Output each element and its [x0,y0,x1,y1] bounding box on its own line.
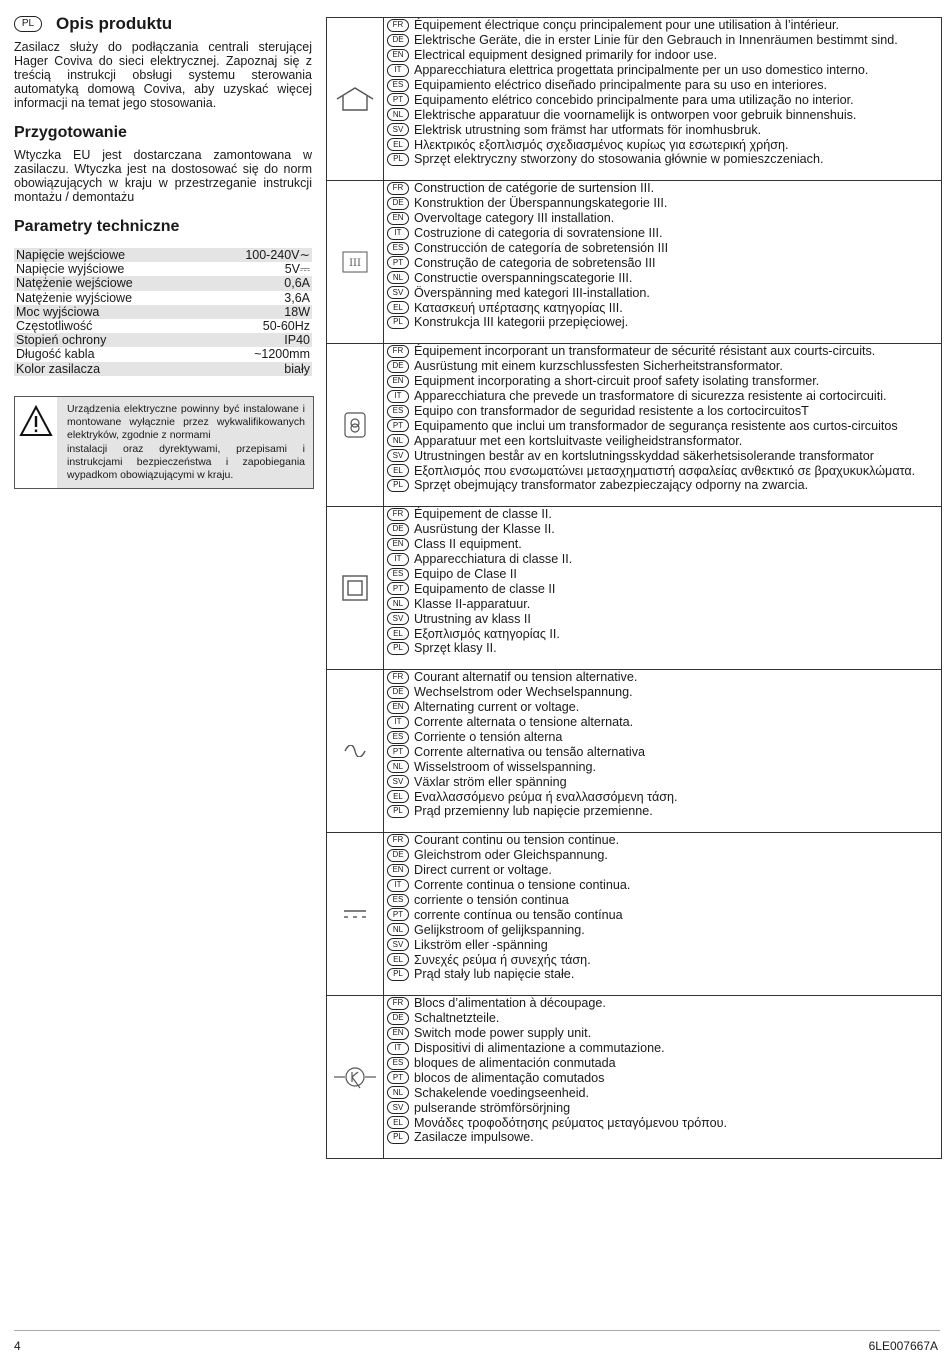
language-code-badge: EN [387,1027,409,1040]
translation-line [387,478,941,493]
language-code-badge: SV [387,1101,409,1114]
translation-text: Växlar ström eller spänning [414,774,567,789]
language-code-badge: IT [387,1042,409,1055]
language-code-badge: PT [387,582,409,595]
language-code-badge: FR [387,345,409,358]
translation-line [387,1070,941,1085]
translation-text: Construction de catégorie de surtension III. [414,181,655,196]
translation-line [387,241,941,256]
language-code-badge: NL [387,1086,409,1099]
translation-text: Utrustning av klass II [414,611,531,626]
translation-text: Överspänning med kategori III-installation. [414,285,650,300]
translation-line [387,1011,941,1026]
translation-line [387,567,941,582]
warning-icon [15,397,57,489]
translation-line [387,78,941,93]
symbol-row [327,833,941,996]
parameter-value: 5V⎓ [284,262,310,277]
translation-text: Prąd przemienny lub napięcie przemienne. [414,804,653,819]
translation-text: bloques de alimentación conmutada [414,1056,616,1070]
translation-text: Dispositivi di alimentazione a commutazione. [414,1041,665,1056]
language-code-badge: EL [387,953,409,966]
translation-text: Ausrüstung der Klasse II. [414,522,555,537]
translation-text: Equipment incorporating a short-circuit proof safety isolating transformer. [414,374,820,389]
translation-text: Elektrische Geräte, die in erster Linie für den Gebrauch in Innenräumen bestimmt sind. [414,33,898,48]
alternating-current-icon [327,670,384,832]
language-code-badge: PL [387,805,409,818]
parameter-row [14,362,312,376]
language-code-badge: EN [387,212,409,225]
symbol-row [327,18,941,181]
translation-line [387,404,941,419]
language-code-badge: ES [387,79,409,92]
parameters-table [14,248,312,376]
translation-line [387,907,941,922]
translation-text: Equipamento elétrico concebido principalmente para uma utilização no interior. [414,92,854,107]
translation-line [387,137,941,152]
translation-text: corrente contínua ou tensão contínua [414,907,623,922]
parameter-label: Natężenie wejściowe [14,276,204,290]
translation-line [387,418,941,433]
language-code-badge: EL [387,1116,409,1129]
language-code-badge: EN [387,864,409,877]
translation-line [387,641,941,656]
translation-text: Ausrüstung mit einem kurzschlussfesten Sicherheitstransformator. [414,359,783,374]
parameter-row [14,262,312,276]
translation-line [387,804,941,819]
translation-line [387,448,941,463]
translation-list [384,18,941,180]
parameter-value: 0,6A [204,276,312,290]
language-code-badge: ES [387,568,409,581]
translation-list [384,670,941,832]
translation-line [387,863,941,878]
translation-line [387,730,941,745]
left-column [14,14,312,489]
translation-line [387,759,941,774]
language-code-badge: EL [387,464,409,477]
language-code-badge: PL [387,968,409,981]
page-title: Opis produktu [56,14,173,33]
translation-text: pulserande strömförsörjning [414,1100,571,1115]
symbol-row [327,670,941,833]
translation-line [387,789,941,804]
parameter-row [14,291,312,305]
parameter-value: IP40 [204,333,312,347]
language-code-badge: SV [387,449,409,462]
parameter-value: 3,6A [284,290,310,305]
translation-text: Gleichstrom oder Gleichspannung. [414,848,608,863]
symbol-row [327,181,941,344]
language-code-badge: PT [387,256,409,269]
language-code-badge: NL [387,271,409,284]
page-number: 4 [14,1339,21,1353]
translation-text: Εξοπλισμός που ενσωματώνει μετασχηματιστή ασφαλείας ανθεκτικό σε βραχυκυκλώματα. [414,463,916,478]
translation-line [387,226,941,241]
language-badge: PL [14,16,42,32]
translation-line [387,374,941,389]
warning-text [57,397,313,489]
parameter-value: 18W [204,305,312,319]
translation-line [387,1100,941,1115]
translation-line [387,833,941,848]
translation-text: Klasse II-apparatuur. [414,596,531,611]
translation-line [387,181,941,196]
translation-text: Equipo con transformador de seguridad resistente a los cortocircuitosT [414,404,809,418]
language-code-badge: DE [387,849,409,862]
preparation-heading: Przygotowanie [14,124,127,141]
parameter-row [14,319,312,333]
language-code-badge: EN [387,49,409,62]
translation-text: Likström eller -spänning [414,937,548,952]
parameter-label: Napięcie wejściowe [14,248,204,262]
translation-text: Apparatuur met een kortsluitvaste veiligheidstransformator. [414,433,743,448]
translation-line [387,596,941,611]
translation-line [387,522,941,537]
preparation-paragraph: Wtyczka EU jest dostarczana zamontowana w zasilaczu. Wtyczka jest na dostosować się do norm obowiązujących w kraju w przestrzeganie instrukcji montażu / demontażu [14,148,312,204]
translation-text: Μονάδες τροφοδότησης ρεύματος μεταγόμενου τρόπου. [414,1115,727,1130]
language-code-badge: PT [387,1071,409,1084]
translation-text: Corrente alternativa ou tensão alternativa [414,744,646,759]
translation-line [387,18,941,33]
parameter-row [14,347,312,361]
translation-text: Direct current or voltage. [414,863,552,878]
translation-line [387,433,941,448]
translation-list [384,833,941,995]
translation-text: Blocs d’alimentation à découpage. [414,996,606,1011]
translation-line [387,463,941,478]
translation-line [387,744,941,759]
translation-text: Konstrukcja III kategorii przepięciowej. [414,315,629,330]
translation-line [387,611,941,626]
language-code-badge: EN [387,375,409,388]
language-code-badge: PT [387,419,409,432]
translation-line [387,996,941,1011]
class-ii-double-square-icon [327,507,384,669]
language-code-badge: IT [387,64,409,77]
language-code-badge: EL [387,790,409,803]
translation-text: Courant alternatif ou tension alternative. [414,670,638,685]
title-row [14,14,312,34]
language-code-badge: ES [387,731,409,744]
language-code-badge: DE [387,686,409,699]
translation-line [387,1026,941,1041]
language-code-badge: EL [387,627,409,640]
translation-text: Konstruktion der Überspannungskategorie III. [414,196,668,211]
safety-transformer-icon [327,344,384,506]
translation-line [387,581,941,596]
language-code-badge: PL [387,642,409,655]
parameter-row [14,333,312,347]
translation-line [387,152,941,167]
translation-text: Schaltnetzteile. [414,1011,500,1026]
translation-text: Sprzęt klasy II. [414,641,497,656]
language-code-badge: ES [387,894,409,907]
translation-line [387,285,941,300]
symbol-row [327,996,941,1159]
translation-line [387,1041,941,1056]
translation-line [387,1130,941,1145]
language-code-badge: PL [387,1131,409,1144]
icon-label: III [349,258,361,269]
language-code-badge: NL [387,923,409,936]
translation-line [387,196,941,211]
parameter-label: Napięcie wyjściowe [16,262,125,277]
language-code-badge: PL [387,316,409,329]
warning-line: instalacji oraz dyrektywami, przepisami i instrukcjami bezpieczeństwa i zapobiegania wypadkom obowiązującymi w kraju. [67,442,305,482]
translation-text: Εναλλασσόμενο ρεύμα ή εναλλασσόμενη τάση. [414,789,678,804]
translation-text: Sprzęt obejmujący transformator zabezpieczający odporny na zwarcia. [414,478,809,493]
language-code-badge: PT [387,93,409,106]
translation-text: Équipement incorporant un transformateur de sécurité résistant aux courts-circuits. [414,344,876,359]
language-code-badge: ES [387,405,409,418]
translation-text: Corrente alternata o tensione alternata. [414,715,634,730]
parameter-label: Natężenie wyjściowe [16,290,133,305]
direct-current-icon [327,833,384,995]
translation-line [387,878,941,893]
translation-text: Apparecchiatura di classe II. [414,552,573,567]
language-code-badge: IT [387,553,409,566]
translation-text: blocos de alimentação comutados [414,1070,605,1085]
translation-text: Equipamento que inclui um transformador de segurança resistente aos curtos-circuitos [414,418,898,433]
translation-line [387,270,941,285]
translation-line [387,685,941,700]
language-code-badge: PL [387,153,409,166]
translation-list [384,507,941,669]
footer-divider [14,1330,940,1331]
language-code-badge: IT [387,227,409,240]
translation-line [387,774,941,789]
translation-line [387,670,941,685]
language-code-badge: EL [387,138,409,151]
translation-text: Gelijkstroom of gelijkspanning. [414,922,585,937]
translation-list [384,344,941,506]
parameter-label: Moc wyjściowa [14,305,204,319]
language-code-badge: IT [387,879,409,892]
translation-line [387,552,941,567]
language-code-badge: EN [387,538,409,551]
language-code-badge: NL [387,108,409,121]
language-code-badge: ES [387,1057,409,1070]
translation-text: Equipamento de classe II [414,581,556,596]
translation-line [387,700,941,715]
translation-line [387,626,941,641]
warning-box [14,396,314,490]
translation-text: Electrical equipment designed primarily for indoor use. [414,48,718,63]
parameter-label: Częstotliwość [16,319,93,334]
language-code-badge: DE [387,523,409,536]
language-code-badge: NL [387,760,409,773]
translation-text: corriente o tensión continua [414,893,569,907]
translation-text: Prąd stały lub napięcie stałe. [414,967,575,982]
translation-text: Zasilacze impulsowe. [414,1130,534,1145]
translation-line [387,848,941,863]
translation-text: Corrente continua o tensione continua. [414,878,631,893]
translation-line [387,33,941,48]
translation-line [387,300,941,315]
translation-text: Schakelende voedingseenheid. [414,1085,590,1100]
translation-line [387,255,941,270]
translation-line [387,937,941,952]
document-reference: 6LE007667A [868,1339,938,1353]
translation-text: Courant continu ou tension continue. [414,833,620,848]
translation-text: Elektrisk utrustning som främst har utformats för inomhusbruk. [414,122,762,137]
translation-line [387,344,941,359]
translation-line [387,922,941,937]
language-code-badge: IT [387,390,409,403]
parameter-row [14,276,312,290]
translation-text: Εξοπλισμός κατηγορίας II. [414,626,560,641]
parameter-value: 50-60Hz [262,319,310,334]
symbol-row [327,507,941,670]
translation-text: Sprzęt elektryczny stworzony do stosowania głównie w pomieszczeniach. [414,152,824,167]
language-code-badge: PL [387,479,409,492]
translation-text: Utrustningen består av en kortslutningsskyddad säkerhetsisolerande transformator [414,448,874,463]
translation-line [387,92,941,107]
translation-line [387,211,941,226]
parameter-value: 100-240V∼ [204,248,312,262]
translation-text: Class II equipment. [414,537,522,552]
translation-text: Corriente o tensión alterna [414,730,563,744]
translation-line [387,967,941,982]
language-code-badge: FR [387,671,409,684]
language-code-badge: DE [387,1012,409,1025]
language-code-badge: ES [387,242,409,255]
translation-text: Wechselstrom oder Wechselspannung. [414,685,633,700]
switch-mode-power-supply-icon [327,996,384,1158]
translation-text: Switch mode power supply unit. [414,1026,592,1041]
translation-text: Construcción de categoría de sobretensión III [414,241,669,255]
language-code-badge: SV [387,612,409,625]
translation-text: Equipamiento eléctrico diseñado principalmente para su uso en interiores. [414,78,828,92]
symbol-row [327,344,941,507]
parameter-label: Kolor zasilacza [14,362,204,376]
language-code-badge: SV [387,286,409,299]
language-code-badge: DE [387,34,409,47]
translation-line [387,63,941,78]
translation-text: Συνεχές ρεύμα ή συνεχής τάση. [414,952,591,967]
translation-list [384,181,941,343]
translation-line [387,359,941,374]
language-code-badge: IT [387,716,409,729]
intro-paragraph: Zasilacz służy do podłączania centrali sterującej Hager Coviva do sieci elektrycznej. Zapoznaj się z treścią instrukcji obsługi systemu sterowania automatyką domową Coviva, aby uzyskać więcej informacji na temat jego stosowania. [14,40,312,110]
translation-text: Apparecchiatura elettrica progettata principalmente per un uso domestico interno. [414,63,869,78]
translation-text: Apparecchiatura che prevede un trasformatore di sicurezza resistente ai cortocircuiti. [414,389,887,404]
language-code-badge: FR [387,508,409,521]
language-code-badge: PT [387,745,409,758]
translation-text: Constructie overspanningscategorie III. [414,270,633,285]
language-code-badge: SV [387,775,409,788]
parameter-row [14,248,312,262]
translation-line [387,1085,941,1100]
house-icon [327,18,384,180]
language-code-badge: PT [387,908,409,921]
translation-text: Construção de categoria de sobretensão III [414,255,656,270]
translation-line [387,389,941,404]
translation-line [387,537,941,552]
translation-text: Κατασκευή υπέρτασης κατηγορίας III. [414,300,623,315]
language-code-badge: SV [387,123,409,136]
translation-text: Overvoltage category III installation. [414,211,615,226]
translation-line [387,1115,941,1130]
parameter-label: Długość kabla [16,347,95,362]
parameter-label: Stopień ochrony [14,333,204,347]
language-code-badge: NL [387,597,409,610]
overvoltage-category-iii-icon [327,181,384,343]
translation-line [387,507,941,522]
translation-line [387,1056,941,1071]
parameter-value: ~1200mm [254,347,310,362]
warning-line: Urządzenia elektryczne powinny być instalowane i montowane wyłącznie przez wykwalifikowanych elektryków, zgodnie z normami [67,402,305,442]
language-code-badge: FR [387,834,409,847]
translation-list [384,996,941,1158]
language-code-badge: SV [387,938,409,951]
translation-text: Alternating current or voltage. [414,700,580,715]
translation-text: Costruzione di categoria di sovratensione III. [414,226,663,241]
language-code-badge: DE [387,197,409,210]
translation-line [387,952,941,967]
translation-text: Equipo de Clase II [414,567,517,581]
symbols-table [326,17,942,1159]
translation-text: Elektrische apparatuur die voornamelijk is ontworpen voor gebruik binnenshuis. [414,107,857,122]
language-code-badge: DE [387,360,409,373]
translation-line [387,107,941,122]
parameter-value: biały [204,362,312,376]
parameter-row [14,305,312,319]
translation-line [387,893,941,908]
translation-text: Équipement électrique conçu principalement pour une utilisation à l’intérieur. [414,18,839,33]
language-code-badge: EL [387,301,409,314]
language-code-badge: FR [387,19,409,32]
translation-text: Équipement de classe II. [414,507,552,522]
language-code-badge: FR [387,182,409,195]
translation-line [387,48,941,63]
translation-line [387,122,941,137]
parameters-heading: Parametry techniczne [14,218,180,235]
translation-line [387,315,941,330]
translation-text: Wisselstroom of wisselspanning. [414,759,596,774]
translation-text: Ηλεκτρικός εξοπλισμός σχεδιασμένος κυρίως για εσωτερική χρήση. [414,137,789,152]
translation-line [387,715,941,730]
language-code-badge: NL [387,434,409,447]
language-code-badge: EN [387,701,409,714]
language-code-badge: FR [387,997,409,1010]
